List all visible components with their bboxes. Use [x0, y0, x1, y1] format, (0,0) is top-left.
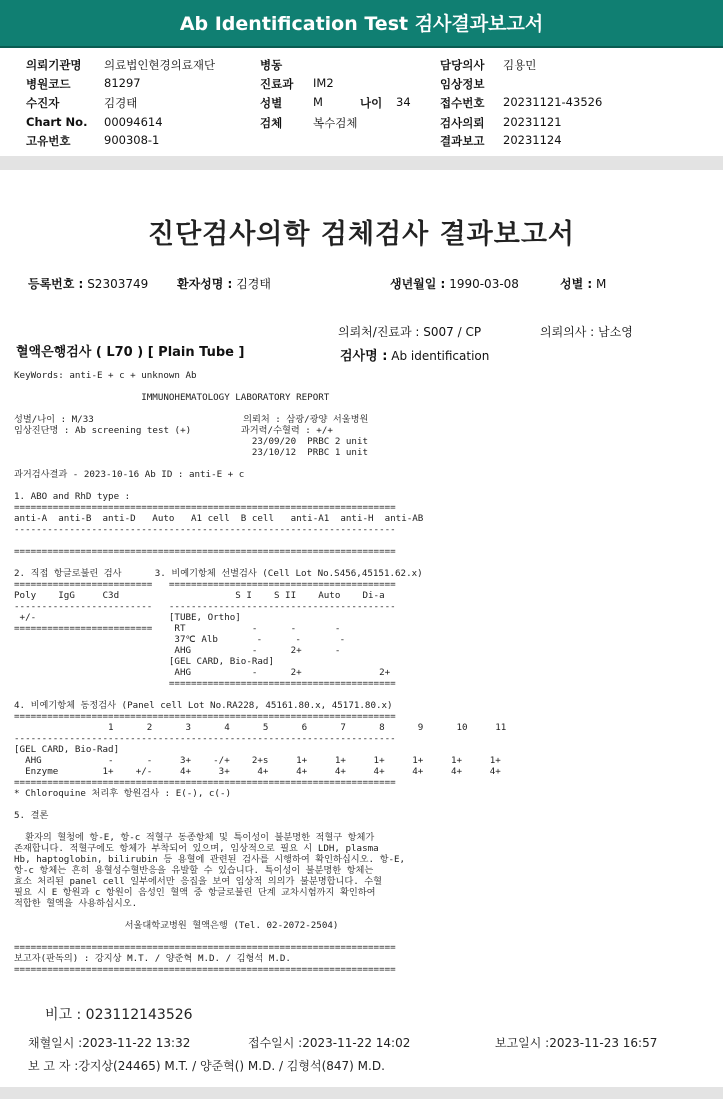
section-title: 혈액은행검사 ( L70 ) [ Plain Tube ] [16, 345, 245, 360]
dept-value: IM2 [313, 76, 334, 90]
patient-name-value: 김경태 [236, 277, 271, 291]
note-value: 023112143526 [85, 1007, 193, 1023]
unique-id-value: 900308-1 [104, 133, 160, 147]
patient-sex-label: 성별 : [560, 277, 593, 291]
meta-info-table [0, 53, 723, 153]
patient-name-label: 환자성명 : [177, 277, 233, 291]
note-field [45, 1004, 193, 1024]
exam-name-label: 검사명 : [340, 349, 388, 364]
doctor-label: 담당의사 [440, 58, 485, 72]
report-date-value: 20231124 [503, 133, 562, 147]
birth-date [390, 275, 519, 292]
reporter [28, 1057, 385, 1074]
registration-value: S2303749 [87, 277, 149, 291]
request-date-label: 검사의뢰 [440, 116, 485, 130]
report-header [0, 0, 723, 48]
reception-time [248, 1034, 410, 1051]
reception-time-value: 2023-11-22 14:02 [302, 1036, 411, 1050]
document-title: 진단검사의학 검체검사 결과보고서 [147, 219, 576, 250]
report-time [495, 1034, 657, 1051]
referral-doctor: 의뢰의사 : 남소영 [540, 325, 633, 339]
unique-id-label: 고유번호 [26, 134, 71, 148]
reception-no-value: 20231121-43526 [503, 95, 603, 109]
specimen-label: 검체 [260, 116, 283, 130]
report-header-title: Ab Identification Test 검사결과보고서 [179, 13, 544, 35]
ward-label: 병동 [260, 58, 283, 72]
collection-time-label: 채혈일시 : [28, 1036, 83, 1050]
report-time-label: 보고일시 : [495, 1036, 550, 1050]
birth-date-value: 1990-03-08 [449, 277, 519, 291]
recipient-label: 수진자 [26, 96, 60, 110]
exam-name-value: Ab identification [391, 349, 490, 363]
reception-time-label: 접수일시 : [248, 1036, 303, 1050]
immunohematology-report-text: KeyWords: anti-E + c + unknown Ab IMMUNOHEMATOLOGY LABORATORY REPORT 성별/나이 : M/33 의뢰처 : 삼광/광양 서울병원 임상진단명 : Ab screening test (+) 과거력/수혈력 : +/+ 23/09/20 PRBC 2 unit 23/10/12 PRBC 1 unit 과거검사결과 - 2023-10-16 Ab ID : anti-E + c 1. ABO and RhD type : ===================================================================== anti-A anti-B anti-D Auto A1 cell B cell anti-A1 anti-H anti-AB --------------------------------------------------------------------- ===================================================================== 2. 직접 항글로불린 검사 3. 비예기항체 선별검사 (Cell Lot No.S456,45151.62.x) ========================= ========================================= Poly IgG C3d S I S II Auto Di-a ------------------------- ----------------------------------------- +/- [TUBE, Ortho] ========================= RT - - - 37℃ Alb - - - AHG - 2+ - [GEL CARD, Bio-Rad] AHG - 2+ 2+ ========================================= 4. 비예기항체 동정검사 (Panel cell Lot No.RA228, 45161.80.x, 45171.80.x) ===================================================================== 1 2 3 4 5 6 7 8 9 10 11 --------------------------------------------------------------------- [GEL CARD, Bio-Rad] AHG - - 3+ -/+ 2+s 1+ 1+ 1+ 1+ 1+ 1+ Enzyme 1+ +/- 4+ 3+ 4+ 4+ 4+ 4+ 4+ 4+ 4+ ===================================================================== * Chloroquine 처리후 항원검사 : E(-), c(-) 5. 결론 환자의 혈청에 항-E, 항-c 적혈구 동종항체 및 특이성이 불분명한 적혈구 항체가 존재합니다. 적혈구에도 항체가 부착되어 있으며, 임상적으로 필요 시 LDH, plasma Hb, haptoglobin, bilirubin 등 용혈에 관련된 검사를 시행하여 확인하십시오. 항-E, 항-c 항체는 흔히 용혈성수혈반응을 유발할 수 있습니다. 특이성이 불분명한 항체는 효소 처리된 panel cell 일부에서만 응집을 보여 임상적 의의가 불분명합니다. 수혈 필요 시 E 항원과 c 항원이 음성인 혈액 중 항글로불린 단계 교차시험까지 확인하여 적합한 혈액을 사용하십시오. 서울대학교병원 혈액은행 (Tel. 02-2072-2504) ===================================================================== 보고자(판독의) : 강지상 M.T. / 양준혁 M.D. / 김형석 M.D. ===================================================================== [14, 370, 507, 975]
chart-no-label: Chart No. [26, 115, 88, 129]
separator-band [0, 156, 723, 170]
chart-no-value: 00094614 [104, 115, 163, 129]
doctor-value: 김용민 [503, 58, 537, 72]
report-time-value: 2023-11-23 16:57 [549, 1036, 658, 1050]
exam-name [340, 345, 489, 364]
clinical-info-label: 임상정보 [440, 77, 485, 91]
age-value: 34 [396, 95, 411, 109]
recipient-value: 김경태 [104, 96, 138, 110]
hospital-value: 의료법인현경의료재단 [104, 58, 216, 72]
patient-sex-value: M [596, 277, 607, 291]
age-label: 나이 [360, 96, 383, 110]
reporter-value: 강지상(24465) M.T. / 양준혁() M.D. / 김형석(847) M.D. [78, 1059, 385, 1073]
registration-label: 등록번호 : [28, 277, 84, 291]
hospital-label: 의뢰기관명 [26, 58, 82, 72]
collection-time-value: 2023-11-22 13:32 [82, 1036, 191, 1050]
sex-value: M [313, 95, 323, 109]
patient-name [177, 275, 271, 292]
patient-sex [560, 275, 606, 292]
bottom-band [0, 1087, 723, 1099]
birth-date-label: 생년월일 : [390, 277, 446, 291]
dept-label: 진료과 [260, 77, 294, 91]
specimen-value: 복수검체 [313, 116, 358, 130]
hospital-code-value: 81297 [104, 76, 141, 90]
sex-label: 성별 [260, 96, 283, 110]
registration-number [28, 275, 148, 292]
collection-time [28, 1034, 190, 1051]
report-date-label: 결과보고 [440, 134, 485, 148]
referral-dept: 의뢰처/진료과 : S007 / CP [338, 325, 482, 339]
hospital-code-label: 병원코드 [26, 77, 71, 91]
request-date-value: 20231121 [503, 115, 562, 129]
note-label: 비고 : [45, 1007, 82, 1023]
reception-no-label: 접수번호 [440, 96, 485, 110]
reporter-label: 보 고 자 : [28, 1059, 79, 1073]
